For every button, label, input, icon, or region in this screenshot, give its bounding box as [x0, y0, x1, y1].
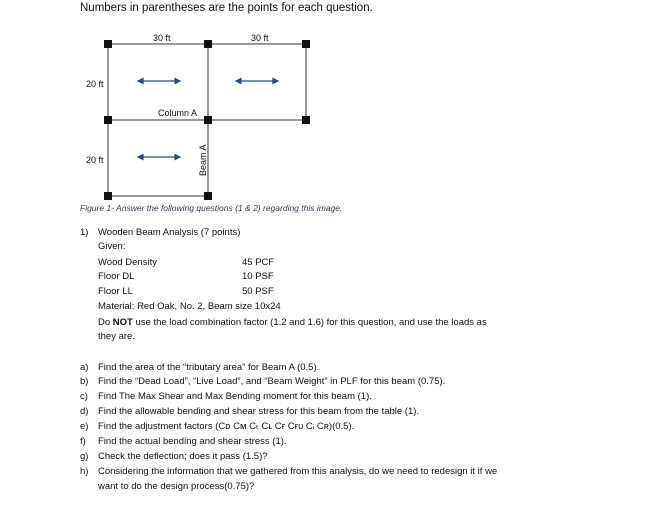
column-marker [204, 116, 212, 124]
span-direction-arrow-icon [236, 79, 278, 84]
subquestion-text: Check the deflection; does it pass (1.5)? [98, 451, 268, 462]
subquestion-text: Find the allowable bending and shear stress for this beam from the table (1). [98, 406, 420, 417]
subquestion-text: Find the area of the “tributary area” for Beam A (0.5). [98, 362, 320, 373]
subquestion-text: Find The Max Shear and Max Bending moment for this beam (1). [98, 391, 372, 402]
property-name: Floor DL [98, 271, 135, 282]
property-name: Wood Density [98, 257, 157, 268]
intro-text: Numbers in parentheses are the points for each question. [80, 2, 373, 14]
subquestion-letter: h) [80, 466, 89, 477]
span-direction-arrow-icon [138, 155, 180, 160]
property-value: 50 PSF [242, 286, 274, 297]
note-post: use the load combination factor (1.2 and 1.6) for this question, and use the loads as [132, 317, 487, 328]
subquestion-letter: d) [80, 406, 89, 417]
dimension-top-left: 30 ft [153, 33, 171, 43]
dimension-top-right: 30 ft [251, 33, 269, 43]
property-value: 45 PCF [242, 257, 275, 268]
subquestion-text: Considering the information that we gathered from this analysis, do we need to redesign it if we [98, 466, 498, 477]
subquestion-letter: c) [80, 391, 88, 402]
subquestion-letter: e) [80, 421, 89, 432]
column-marker [204, 192, 212, 200]
property-name: Floor LL [98, 286, 133, 297]
material-line: Material: Red Oak, No. 2, Beam size 10x24 [98, 301, 281, 312]
subquestion-letter: b) [80, 376, 89, 387]
floor-plan-figure [0, 0, 647, 210]
subquestion-text: Find the “Dead Load”, “Live Load”, and “Beam Weight” in PLF for this beam (0.75). [98, 376, 446, 387]
dimension-left-lower: 20 ft [86, 155, 104, 165]
column-marker [104, 116, 112, 124]
subquestion-letter: a) [80, 362, 89, 373]
column-marker [204, 40, 212, 48]
note-line-2: they are. [98, 331, 135, 342]
dimension-left-upper: 20 ft [86, 79, 104, 89]
span-direction-arrow-icon [138, 79, 180, 84]
subquestion-letter: g) [80, 451, 89, 462]
column-marker [302, 116, 310, 124]
subquestion-text: Find the actual bending and shear stress (1). [98, 436, 287, 447]
column-a-label: Column A [158, 108, 198, 118]
question-1-title: Wooden Beam Analysis (7 points) [98, 227, 241, 238]
column-marker [104, 40, 112, 48]
note-bold: NOT [112, 317, 133, 328]
note-line [98, 316, 487, 329]
property-value: 10 PSF [242, 271, 274, 282]
beam-a-label: Beam A [198, 144, 208, 176]
subquestion-text: Find the adjustment factors (Cᴅ Cᴍ Cₜ Cʟ Cғ Cғᴜ Cᵢ Cʀ)(0.5). [98, 421, 355, 432]
column-marker [302, 40, 310, 48]
subquestion-letter: f) [80, 436, 86, 447]
figure-caption: Figure 1- Answer the following questions (1 & 2) regarding this image. [80, 203, 343, 213]
question-1-number: 1) [80, 227, 89, 238]
subquestion-text-continued: want to do the design process(0.75)? [98, 481, 255, 492]
note-pre: Do [98, 317, 113, 328]
given-label: Given: [98, 241, 126, 252]
column-marker [104, 192, 112, 200]
